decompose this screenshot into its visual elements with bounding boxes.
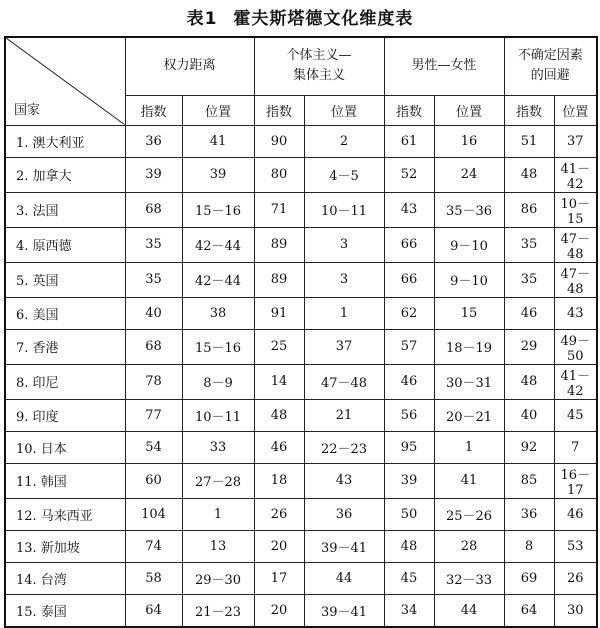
rank-cell: 32－33 [434, 562, 504, 594]
rank-cell: 7 [554, 431, 597, 463]
index-cell: 40 [125, 297, 182, 329]
index-cell: 74 [125, 530, 182, 562]
rank-cell: 9－10 [434, 227, 504, 262]
country-cell: 13. 新加坡 [5, 530, 125, 562]
country-cell: 8. 印尼 [5, 364, 125, 399]
rank-cell: 43 [304, 463, 384, 498]
rank-cell: 28 [434, 530, 504, 562]
hofstede-table [4, 36, 598, 628]
rank-cell: 4－5 [304, 157, 384, 192]
index-cell: 77 [125, 399, 182, 431]
index-cell: 36 [504, 498, 554, 530]
rank-cell: 45 [554, 399, 597, 431]
table-row [5, 297, 597, 329]
subheader-index: 指数 [254, 95, 304, 125]
rank-cell: 16－17 [554, 463, 597, 498]
subheader-rank: 位置 [304, 95, 384, 125]
rank-cell: 39－41 [304, 594, 384, 627]
subheader-rank: 位置 [434, 95, 504, 125]
index-cell: 90 [254, 125, 304, 157]
rank-cell: 29－30 [182, 562, 254, 594]
index-cell: 35 [504, 262, 554, 297]
group-masculinity: 男性—女性 [384, 37, 504, 95]
index-cell: 50 [384, 498, 434, 530]
rank-cell: 16 [434, 125, 504, 157]
rank-cell: 15－16 [182, 329, 254, 364]
index-cell: 61 [384, 125, 434, 157]
index-cell: 25 [254, 329, 304, 364]
country-cell: 3. 法国 [5, 192, 125, 227]
country-cell: 14. 台湾 [5, 562, 125, 594]
country-cell: 7. 香港 [5, 329, 125, 364]
rank-cell: 44 [304, 562, 384, 594]
country-cell: 9. 印度 [5, 399, 125, 431]
rank-cell: 20－21 [434, 399, 504, 431]
rank-cell: 43 [554, 297, 597, 329]
rank-cell: 47－48 [554, 262, 597, 297]
rank-cell: 25－26 [434, 498, 504, 530]
rank-cell: 15－16 [182, 192, 254, 227]
index-cell: 14 [254, 364, 304, 399]
index-cell: 64 [504, 594, 554, 627]
rank-cell: 30 [554, 594, 597, 627]
country-cell: 2. 加拿大 [5, 157, 125, 192]
index-cell: 36 [125, 125, 182, 157]
index-cell: 17 [254, 562, 304, 594]
index-cell: 91 [254, 297, 304, 329]
country-cell: 11. 韩国 [5, 463, 125, 498]
table-row [5, 399, 597, 431]
index-cell: 45 [384, 562, 434, 594]
rank-cell: 42－44 [182, 227, 254, 262]
table-row [5, 262, 597, 297]
rank-cell: 41 [434, 463, 504, 498]
rank-cell: 41－42 [554, 364, 597, 399]
rank-cell: 26 [554, 562, 597, 594]
index-cell: 58 [125, 562, 182, 594]
index-cell: 34 [384, 594, 434, 627]
rank-cell: 10－11 [182, 399, 254, 431]
index-cell: 62 [384, 297, 434, 329]
rank-cell: 30－31 [434, 364, 504, 399]
country-cell: 12. 马来西亚 [5, 498, 125, 530]
subheader-rank: 位置 [554, 95, 597, 125]
index-cell: 52 [384, 157, 434, 192]
table-row [5, 364, 597, 399]
index-cell: 68 [125, 192, 182, 227]
table-caption: 霍夫斯塔德文化维度表 [233, 9, 414, 29]
subheader-index: 指数 [384, 95, 434, 125]
index-cell: 39 [384, 463, 434, 498]
country-cell: 4. 原西德 [5, 227, 125, 262]
rank-cell: 24 [434, 157, 504, 192]
rank-cell: 35－36 [434, 192, 504, 227]
rank-cell: 9－10 [434, 262, 504, 297]
table-row [5, 431, 597, 463]
rank-cell: 46 [554, 498, 597, 530]
rank-cell: 21 [304, 399, 384, 431]
corner-header [5, 37, 125, 125]
index-cell: 26 [254, 498, 304, 530]
table-row [5, 192, 597, 227]
index-cell: 20 [254, 530, 304, 562]
group-header-row [5, 37, 597, 95]
rank-cell: 13 [182, 530, 254, 562]
index-cell: 29 [504, 329, 554, 364]
index-cell: 20 [254, 594, 304, 627]
rank-cell: 47－48 [304, 364, 384, 399]
country-cell: 6. 美国 [5, 297, 125, 329]
index-cell: 95 [384, 431, 434, 463]
index-cell: 51 [504, 125, 554, 157]
rank-cell: 36 [304, 498, 384, 530]
rank-cell: 37 [304, 329, 384, 364]
rank-cell: 38 [182, 297, 254, 329]
table-row [5, 498, 597, 530]
table-row [5, 157, 597, 192]
index-cell: 43 [384, 192, 434, 227]
table-row [5, 594, 597, 627]
table-row [5, 125, 597, 157]
table-number: 表1 [186, 9, 218, 29]
index-cell: 48 [504, 364, 554, 399]
rank-cell: 10－11 [304, 192, 384, 227]
index-cell: 92 [504, 431, 554, 463]
index-cell: 48 [254, 399, 304, 431]
index-cell: 35 [125, 227, 182, 262]
index-cell: 35 [504, 227, 554, 262]
rank-cell: 44 [434, 594, 504, 627]
rank-cell: 33 [182, 431, 254, 463]
rank-cell: 8－9 [182, 364, 254, 399]
rank-cell: 49－50 [554, 329, 597, 364]
index-cell: 68 [125, 329, 182, 364]
index-cell: 56 [384, 399, 434, 431]
rank-cell: 27－28 [182, 463, 254, 498]
table-row [5, 227, 597, 262]
index-cell: 104 [125, 498, 182, 530]
index-cell: 86 [504, 192, 554, 227]
rank-cell: 1 [304, 297, 384, 329]
rank-cell: 22－23 [304, 431, 384, 463]
table-row [5, 562, 597, 594]
table-row [5, 463, 597, 498]
index-cell: 48 [384, 530, 434, 562]
subheader-index: 指数 [125, 95, 182, 125]
rank-cell: 42－44 [182, 262, 254, 297]
rank-cell: 1 [434, 431, 504, 463]
index-cell: 89 [254, 227, 304, 262]
rank-cell: 21－23 [182, 594, 254, 627]
rank-cell: 3 [304, 262, 384, 297]
table-row [5, 329, 597, 364]
rank-cell: 3 [304, 227, 384, 262]
index-cell: 35 [125, 262, 182, 297]
index-cell: 46 [504, 297, 554, 329]
rank-cell: 41 [182, 125, 254, 157]
index-cell: 46 [254, 431, 304, 463]
index-cell: 57 [384, 329, 434, 364]
rank-cell: 10－15 [554, 192, 597, 227]
table-title [0, 4, 600, 29]
index-cell: 48 [504, 157, 554, 192]
rank-cell: 2 [304, 125, 384, 157]
index-cell: 80 [254, 157, 304, 192]
index-cell: 40 [504, 399, 554, 431]
index-cell: 18 [254, 463, 304, 498]
index-cell: 78 [125, 364, 182, 399]
index-cell: 8 [504, 530, 554, 562]
index-cell: 69 [504, 562, 554, 594]
index-cell: 46 [384, 364, 434, 399]
index-cell: 66 [384, 227, 434, 262]
index-cell: 71 [254, 192, 304, 227]
rank-cell: 18－19 [434, 329, 504, 364]
rank-cell: 15 [434, 297, 504, 329]
table-row [5, 530, 597, 562]
index-cell: 54 [125, 431, 182, 463]
group-uncertainty-avoidance: 不确定因素 的回避 [504, 37, 597, 95]
rank-cell: 37 [554, 125, 597, 157]
country-header: 国家 [14, 102, 41, 118]
subheader-rank: 位置 [182, 95, 254, 125]
rank-cell: 53 [554, 530, 597, 562]
country-cell: 10. 日本 [5, 431, 125, 463]
rank-cell: 41－42 [554, 157, 597, 192]
index-cell: 64 [125, 594, 182, 627]
rank-cell: 1 [182, 498, 254, 530]
country-cell: 5. 英国 [5, 262, 125, 297]
index-cell: 39 [125, 157, 182, 192]
rank-cell: 39－41 [304, 530, 384, 562]
country-cell: 15. 泰国 [5, 594, 125, 627]
rank-cell: 47－48 [554, 227, 597, 262]
index-cell: 66 [384, 262, 434, 297]
index-cell: 60 [125, 463, 182, 498]
index-cell: 85 [504, 463, 554, 498]
rank-cell: 39 [182, 157, 254, 192]
group-power-distance: 权力距离 [125, 37, 254, 95]
group-individualism: 个体主义— 集体主义 [254, 37, 384, 95]
country-cell: 1. 澳大利亚 [5, 125, 125, 157]
index-cell: 89 [254, 262, 304, 297]
subheader-index: 指数 [504, 95, 554, 125]
